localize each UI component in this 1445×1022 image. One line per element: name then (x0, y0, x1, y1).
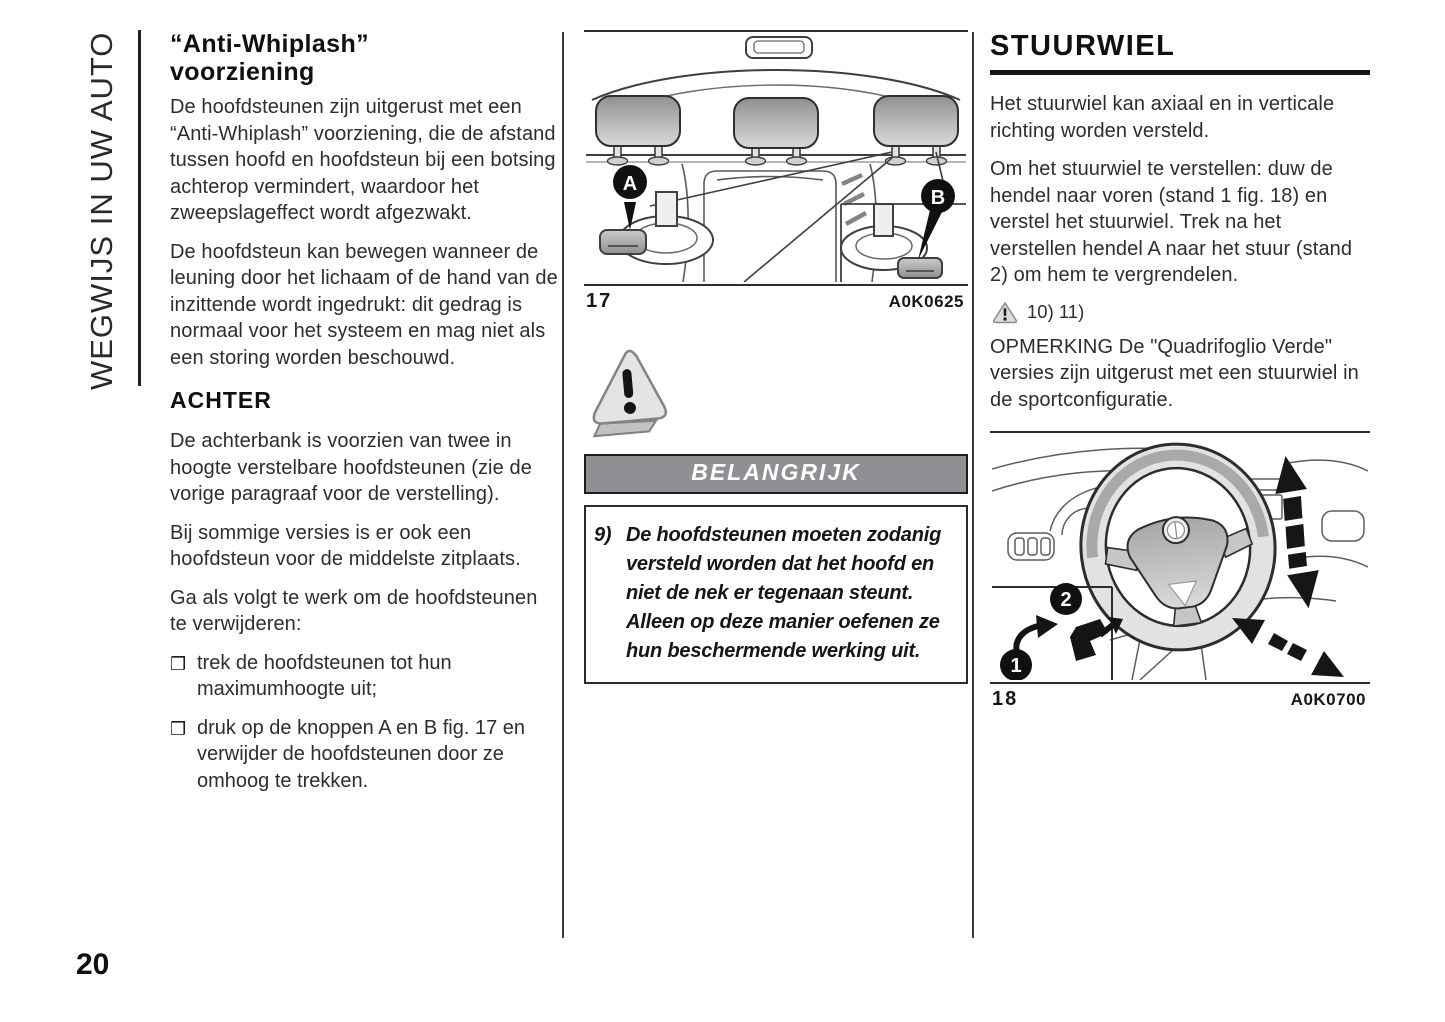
warning-note-line: Alleen op deze manier oefenen ze (626, 611, 940, 633)
figure-18-code: A0K0700 (1290, 690, 1366, 709)
heading-stuurwiel: STUURWIEL (990, 30, 1370, 75)
paragraph-stuurwiel-1: Het stuurwiel kan axiaal en in verticale richting worden versteld. (990, 93, 1335, 142)
figure-17-illustration (584, 30, 968, 286)
heading-anti-whiplash (170, 30, 558, 86)
bullet-text-1: trek de hoofdsteunen tot hun maximumhoogte uit; (197, 651, 452, 700)
column-middle (584, 30, 968, 684)
figure-18-illustration (990, 431, 1370, 684)
column-divider (562, 32, 564, 938)
warning-triangle-icon (586, 349, 672, 446)
column-left (170, 30, 558, 806)
fig17-label-b: B (930, 187, 946, 209)
square-bullet-icon: ❒ (170, 653, 187, 674)
axial-adjust-arrow (1232, 618, 1344, 677)
warning-note-box (584, 505, 968, 684)
pointer-b (918, 210, 942, 260)
column-right (990, 30, 1370, 711)
figure-17-caption (584, 286, 968, 313)
figure-17-headrests (584, 30, 968, 313)
figure-17-number: 17 (586, 290, 613, 312)
warning-note-line: versteld worden dat het hoofd en (626, 553, 935, 575)
fig18-label-2: 2 (1060, 589, 1072, 611)
heading-line-1: “Anti-Whiplash” (170, 30, 370, 58)
paragraph-anti-whiplash-2: De hoofdsteun kan bewegen wanneer de leuning door het lichaam of de hand van de inzittende wordt ingedrukt: dit gedrag is normaal voor het systeem en mag niet als een storing worden beschouwd. (170, 240, 558, 369)
sidebar-section-label: WEGWIJS IN UW AUTO (84, 31, 119, 390)
warning-note-text (626, 521, 958, 666)
warning-note-line: niet de nek er tegenaan steunt. (626, 582, 914, 604)
warning-note-line: hun beschermende werking uit. (626, 640, 921, 662)
heading-achter: ACHTER (170, 387, 272, 413)
paragraph-stuurwiel-3: OPMERKING De "Quadrifoglio Verde" versies zijn uitgerust met een stuurwiel in de sportconfiguratie. (990, 335, 1359, 411)
paragraph-achter-1: De achterbank is voorzien van twee in hoogte verstelbare hoofdsteunen (zie de vorige paragraaf voor de verstelling). (170, 430, 532, 505)
warning-refs-row (992, 301, 1370, 324)
figure-18-steering-wheel (990, 431, 1370, 711)
page-number: 20 (76, 948, 110, 981)
release-lever (1070, 619, 1108, 661)
paragraph-stuurwiel-2: Om het stuurwiel te verstellen: duw de hendel naar voren (stand 1 fig. 18) en verstel het stuurwiel. Trek na het verstellen hendel A naar het stuur (stand 2) om hem te vergrendelen. (990, 158, 1353, 286)
rear-seats-illustration (586, 34, 966, 282)
bullet-item-1 (170, 650, 558, 703)
bullet-item-2 (170, 715, 558, 795)
important-banner-label: BELANGRIJK (691, 459, 861, 485)
fig17-label-a: A (622, 173, 638, 195)
fig18-label-1: 1 (1010, 655, 1022, 677)
paragraph-achter-3: Ga als volgt te werk om de hoofdsteunen te verwijderen: (170, 586, 538, 635)
vertical-adjust-arrow (1269, 453, 1326, 610)
paragraph-anti-whiplash-1: De hoofdsteunen zijn uitgerust met een “Anti-Whiplash” voorziening, die de afstand tussen hoofd en hoofdsteun bij een botsing achterop vermindert, waardoor het zweepslageffect wordt afgezwakt. (170, 96, 556, 224)
steering-wheel-illustration (992, 435, 1368, 680)
warning-triangle-icon (992, 301, 1018, 324)
sidebar-rule (138, 30, 141, 386)
warning-note-number: 9) (594, 524, 612, 546)
figure-17-code: A0K0625 (888, 292, 964, 311)
paragraph-achter-2: Bij sommige versies is er ook een hoofdsteun voor de middelste zitplaats. (170, 521, 521, 570)
important-banner (584, 454, 968, 494)
column-divider (972, 32, 974, 938)
warning-ref-numbers: 10) 11) (1027, 301, 1085, 322)
figure-18-caption (990, 684, 1370, 711)
heading-line-2: voorziening (170, 58, 315, 86)
bullet-text-2: druk op de knoppen A en B fig. 17 en verwijder de hoofdsteunen door ze omhoog te trekken. (197, 716, 526, 792)
warning-note-line: De hoofdsteunen moeten zodanig (626, 524, 942, 546)
square-bullet-icon: ❒ (170, 718, 187, 739)
figure-18-number: 18 (992, 688, 1019, 710)
